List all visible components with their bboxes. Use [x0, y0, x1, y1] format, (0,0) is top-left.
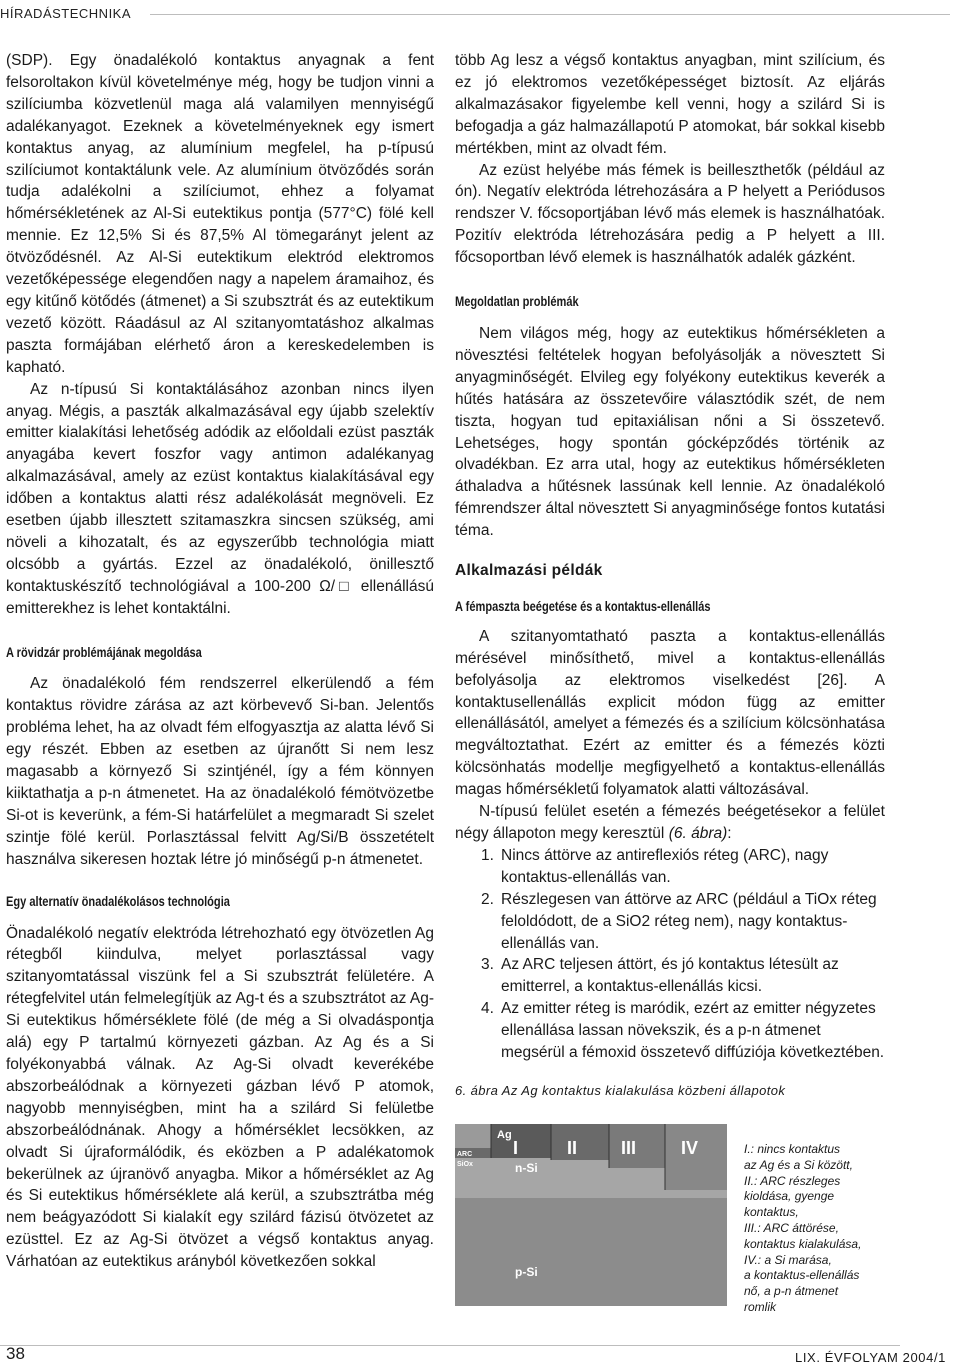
ag-label: Ag: [497, 1129, 512, 1141]
paragraph: Önadalékoló negatív elektróda létrehozható egy ötvözetlen Ag rétegből kiindulva, melyet porlasztással vagy szitanyomtatással viszünk fel a Si szubsztrát felületére. A rétegfelvitel után felmelegítjük az Ag-t és a szubsztrátot az Ag-Si eutektikus hőmérséklete fölé (de még a Si olvadáspontja alá) egy P tartalmú környezeti gázban. Az Ag és a Si folyékonyabbá válnak. Az Ag-Si olvadt keverékébe abszorbeálódnak a környezeti gázban lévő P atomok, nagyobb mennyiségben, mint ha a szilárd Si felületbe abszorbeálódnának. Ahogy a hőmérséklet lecsökken, az olvadt Si újraformálódik, és eközben a P adalékatomok bekerülnek az újranövő anyagba. Mikor a hőmérséklet az Ag és Si eutektikus hőmérséklete alá kerül, a szubsztrátba még nem beágyazódott Si kialakít egy szilárd fázisú ötvözetet az ezüsttel. Ez az Ag-Si ötvözet a végső kontaktus anyag. Várhatóan az eutektikus arányból következően sokkal: [6, 924, 434, 1271]
legend-line: nő, a p-n átmenet: [744, 1284, 839, 1299]
subheading: A rövidzár problémájának megoldása: [6, 644, 202, 660]
paragraph: Az n-típusú Si kontaktálásához azonban nincs ilyen anyag. Mégis, a paszták alkalmazásával egy újabb szelektív emitter kialakítási lehetőség adódik az előoldali ezüst paszták anyagába kevert foszfor vagy antimon adalékanyag alkalmazásával, amely az ezüst kontaktus kialakításával egy időben a kontaktus alatti rész adalékolását megnöveli. Ez esetben újabb illesztett szitamaszkra sincsen szükség, ami növeli a kihozatalt, és az egyszerűbb technológia miatt olcsóbb a gyártás. Ezzel az önadalékoló, önillesztő kontaktuskészítő technológiával a 100-200 Ω/□ ellenállású emitterekhez is lehet kontaktálni.: [6, 380, 434, 617]
list-item: [455, 845, 885, 889]
legend-line: III.: ARC áttörése,: [744, 1220, 839, 1235]
paragraph: A szitanyomtatható paszta a kontaktus-ellenállás mérésével minősíthető, mivel a kontaktus-ellenállás befolyásolja az elektromos viselkedést [26]. A kontaktusellenállás explicit módon függ az emitter ellenállásától, amelyet a fémezés és a szilícium kölcsönhatása megváltoztathat. Ezért az emitter és a fémezés közti kölcsönhatás modellje megfigyelhető a kontaktus-ellenállás magas hőmérsékletű folyamatok alatti változásával.: [455, 627, 885, 799]
figure-reference: (6. ábra): [668, 825, 728, 842]
paragraph: [455, 801, 885, 845]
legend-line: kontaktus kialakulása,: [744, 1236, 862, 1251]
steps-list: [455, 845, 885, 1064]
subheading: Egy alternatív önadalékolásos technológia: [6, 893, 230, 909]
diagram-legend: [744, 1142, 904, 1316]
list-number: 1.: [481, 846, 494, 864]
left-column: [6, 50, 434, 1273]
running-head: HÍRADÁSTECHNIKA: [0, 6, 132, 21]
paragraph-text: N-típusú felület esetén a fémezés beégetésekor a felület négy állapoton megy keresztül: [455, 803, 885, 842]
n-si-label: n-Si: [515, 1161, 538, 1175]
paragraph: Nem világos még, hogy az eutektikus hőmérsékleten a növesztési feltételek hogyan befolyásolják a növesztett Si anyagminőségét. Elvileg egy folyékony eutektikus keverék a hűtés hatására az összetevőire választódik szét, de nem tiszta, hogyan tud epitaxiálisan nőni a Si összetevő. Lehetséges, hogy spontán gócképződés történik az olvadékban. Ez arra utal, hogy az eutektikus hőmérsékleten áthaladva a hűtésnek lassúnak kell lennie. Az önadalékoló fémrendszer által növesztett Si anyagminősége fontos kutatási téma.: [455, 324, 885, 540]
paragraph: Az ezüst helyébe más fémek is beilleszthetők (például az ón). Negatív elektróda létrehozására a P helyett a Periódusos rendszer V. főcsoportjában lévő más elemek is használhatóak. Pozitív elektróda létrehozására pedig a P helyett a III. főcsoportban lévő elemek is használhatók adalék gázként.: [455, 161, 885, 267]
legend-line: II.: ARC részleges: [744, 1173, 841, 1188]
legend-line: romlik: [744, 1299, 776, 1314]
paragraph: (SDP). Egy önadalékoló kontaktus anyagnak a fent felsoroltakon kívül követelménye még, hogy be tudjon vinni a szilíciumba közvetlenül maga alá valamilyen mennyiségű adalékanyagot. Ezeknek a követelményeknek egy ismert kontaktus anyag, az alumínium megfelel, ha p-típusú szilíciumot kontaktálunk vele. Az alumínium ötvöződés során tudja adalékolni a szilíciumot, ehhez a folyamat hőmérsékletének az Al-Si eutektikus pontja (577°C) fölé kell mennie. Ez 12,5% Si és 87,5% Al tömegarányt jelent az ötvöződésnél. Az Al-Si eutektikum elektród elektromos vezetőképessége elegendően nagy a napelem áramaihoz, és egy kitűnő kötődés (átmenet) a Si szubsztrát és az eutektikum vezető között. Ráadásul az Al szitanyomtatáshoz alkalmas paszta formájában elérhető áron a kereskedelemben is kapható.: [6, 52, 434, 376]
subheading: Megoldatlan problémák: [455, 294, 579, 310]
siox-label: SiOx: [457, 1161, 473, 1168]
list-number: 2.: [481, 890, 494, 908]
stage-label: IV: [681, 1138, 699, 1158]
figure-caption: 6. ábra Az Ag kontaktus kialakulása közbeni állapotok: [455, 1082, 786, 1098]
list-item: [455, 998, 885, 1064]
list-text: Az emitter réteg is maródik, ezért az emitter négyzetes ellenállása lassan növekszik, és a p-n átmenet megsérül a fémoxid összetevő diffúziója következtében.: [501, 1000, 885, 1062]
legend-line: kioldása, gyenge: [744, 1189, 835, 1204]
stage-label: III: [621, 1138, 637, 1158]
legend-line: az Ag és a Si között,: [744, 1157, 853, 1172]
footer-rule: [0, 1345, 900, 1346]
page-number: 38: [6, 1344, 25, 1363]
paragraph: több Ag lesz a végső kontaktus anyagban, mint szilícium, és ez jó elektromos vezetőképességet biztosít. Az eljárás alkalmazásakor figyelembe kell venni, hogy a szilárd Si is befogadja a gáz halmazállapotú P atomokat, bár sokkal kisebb mértékben, mint az olvadt fém.: [455, 52, 885, 157]
list-item: [455, 889, 885, 955]
list-number: 3.: [481, 956, 494, 974]
ag-stage-three: [609, 1124, 665, 1168]
list-item: [455, 954, 885, 998]
list-number: 4.: [481, 1000, 494, 1018]
list-text: Nincs áttörve az antireflexiós réteg (ARC), nagy kontaktus-ellenállás van.: [501, 846, 829, 886]
ag-stage-two: [551, 1124, 609, 1160]
paragraph-text: :: [727, 825, 732, 842]
section-title: Alkalmazási példák: [455, 562, 603, 580]
header-rule: [150, 14, 950, 15]
stage-label: II: [567, 1138, 578, 1158]
stage-label: I: [513, 1138, 519, 1158]
legend-line: a kontaktus-ellenállás: [744, 1268, 860, 1283]
right-column: [455, 50, 885, 1102]
paragraph: Az önadalékoló fém rendszerrel elkerülendő a fém kontaktus rövidre zárása az azt körbevevő Si-ban. Jelentős probléma lehet, ha az olvadt fém elfogyasztja az alatta lévő Si egy részét. Ebben az esetben az újranőtt Si nem lesz magasabb a környező Si szintjénél, így a fém könnyen kiiktathatja a p-n átmenetet. Ha az önadalékoló fémötvözetbe Si-ot is keverünk, a fém-Si határfelület a megmaradt Si szelet szintje fölé kerül. Porlasztással felvitt Ag/Si/B összetételt használva sikeresen hoztak létre jó minőségű p-n átmenetet.: [6, 675, 434, 868]
legend-line: kontaktus,: [744, 1205, 799, 1220]
p-si-label: p-Si: [515, 1265, 538, 1279]
list-text: Részlegesen van áttörve az ARC (például a TiOx réteg feloldódott, de a SiO2 réteg nem), nagy kontaktus-ellenállás van.: [501, 890, 877, 952]
contact-formation-diagram: [455, 1124, 727, 1306]
arc-label: ARC: [457, 1151, 473, 1158]
p-si-region: [455, 1196, 727, 1306]
volume-label: LIX. ÉVFOLYAM 2004/1: [795, 1350, 946, 1365]
legend-line: IV.: a Si marása,: [744, 1252, 832, 1267]
list-text: Az ARC teljesen áttört, és jó kontaktus létesült az emitterrel, a kontaktus-ellenállás kicsi.: [501, 956, 839, 996]
legend-line: I.: nincs kontaktus: [744, 1142, 841, 1156]
subheading: A fémpaszta beégetése és a kontaktus-ellenállás: [455, 598, 711, 614]
